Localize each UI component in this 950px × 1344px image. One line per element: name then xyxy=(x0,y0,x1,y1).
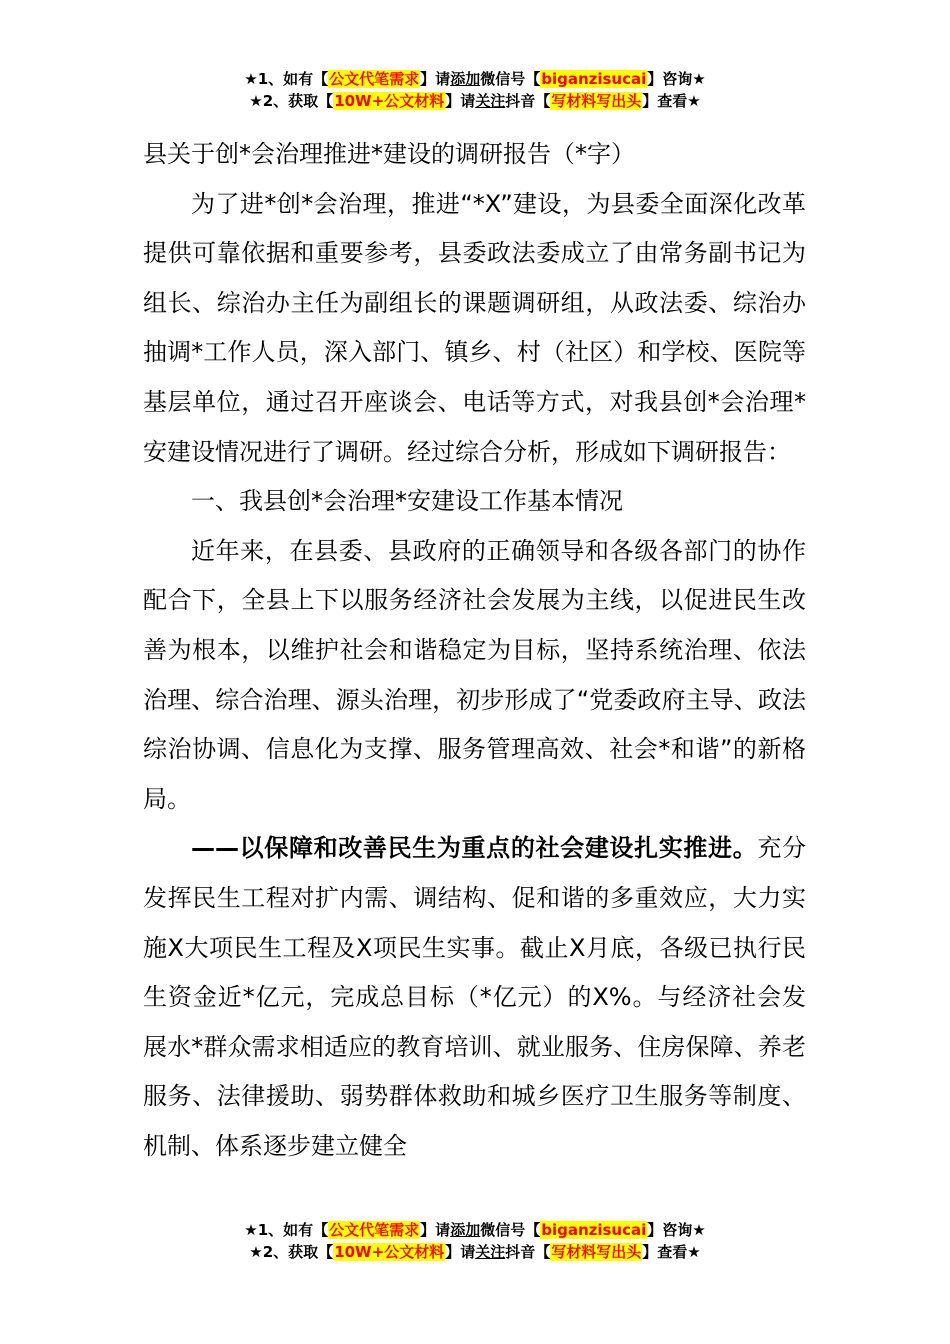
promo-banner-top xyxy=(0,68,950,112)
section-heading: 一、我县创*会治理*安建设工作基本情况 xyxy=(191,487,623,516)
promo-highlight: 公文代笔需求 xyxy=(329,70,420,88)
promo-underline: 关注 xyxy=(475,1243,506,1261)
paragraph-livelihood xyxy=(143,824,806,1171)
promo-highlight: biganzisucai xyxy=(541,1221,647,1239)
promo-text: ★2、获取【 xyxy=(249,1243,334,1261)
paragraph-intro: 为了进*创*会治理，推进“*X”建设，为县委全面深化改革提供可靠依据和重要参考，县委政法委成立了由常务副书记为组长、综治办主任为副组长的课题调研组，从政法委、综治办抽调*工作人员，深入部门、镇乡、村（社区）和学校、医院等基层单位，通过召开座谈会、电话等方式，对我县创*会治理*安建设情况进行了调研。经过综合分析，形成如下调研报告： xyxy=(143,189,806,466)
promo-line-2 xyxy=(0,1241,950,1263)
promo-text: ★1、如有【 xyxy=(244,1221,329,1239)
promo-text: ★2、获取【 xyxy=(249,92,334,110)
promo-banner-bottom xyxy=(0,1219,950,1263)
promo-text: 】咨询★ xyxy=(647,1221,706,1239)
promo-highlight: 写材料写出头 xyxy=(551,1243,642,1261)
promo-line-2 xyxy=(0,90,950,112)
promo-text: 】请 xyxy=(445,1243,476,1261)
paragraph-text: 充分发挥民生工程对扩内需、调结构、促和谐的多重效应，大力实施X大项民生工程及X项民生实事。截止X月底，各级已执行民生资金近*亿元，完成总目标（*亿元）的X%。与经济社会发展水*群众需求相适应的教育培训、就业服务、住房保障、养老服务、法律援助、弱势群体救助和城乡医疗卫生服务等制度、机制、体系逐步建立健全 xyxy=(143,834,807,1160)
promo-text: 】请 xyxy=(420,1221,451,1239)
promo-underline: 添加 xyxy=(450,1221,481,1239)
promo-line-1 xyxy=(0,1219,950,1241)
promo-text: 】咨询★ xyxy=(647,70,706,88)
paragraph-lead: ——以保障和改善民生为重点的社会建设扎实推进。 xyxy=(191,834,758,863)
promo-highlight: biganzisucai xyxy=(541,70,647,88)
promo-highlight: 10W+公文材料 xyxy=(334,92,445,110)
promo-highlight: 写材料写出头 xyxy=(551,92,642,110)
promo-text: 抖音【 xyxy=(505,92,551,110)
promo-underline: 添加 xyxy=(450,70,481,88)
promo-text: 】查看★ xyxy=(642,92,701,110)
promo-text: 微信号【 xyxy=(480,1221,541,1239)
promo-line-1 xyxy=(0,68,950,90)
promo-underline: 关注 xyxy=(475,92,506,110)
promo-highlight: 10W+公文材料 xyxy=(334,1243,445,1261)
promo-text: 】查看★ xyxy=(642,1243,701,1261)
promo-text: 】请 xyxy=(420,70,451,88)
promo-text: 微信号【 xyxy=(480,70,541,88)
promo-text: 】请 xyxy=(445,92,476,110)
promo-text: ★1、如有【 xyxy=(244,70,329,88)
promo-highlight: 公文代笔需求 xyxy=(329,1221,420,1239)
document-title: 县关于创*会治理推进*建设的调研报告（*字） xyxy=(143,140,635,168)
document-body xyxy=(143,130,806,1171)
promo-text: 抖音【 xyxy=(505,1243,551,1261)
paragraph-overview: 近年来，在县委、县政府的正确领导和各级各部门的协作配合下，全县上下以服务经济社会发展为主线，以促进民生改善为根本，以维护社会和谐稳定为目标，坚持系统治理、依法治理、综合治理、源头治理，初步形成了“党委政府主导、政法综治协调、信息化为支撑、服务管理高效、社会*和谐”的新格局。 xyxy=(143,536,806,813)
